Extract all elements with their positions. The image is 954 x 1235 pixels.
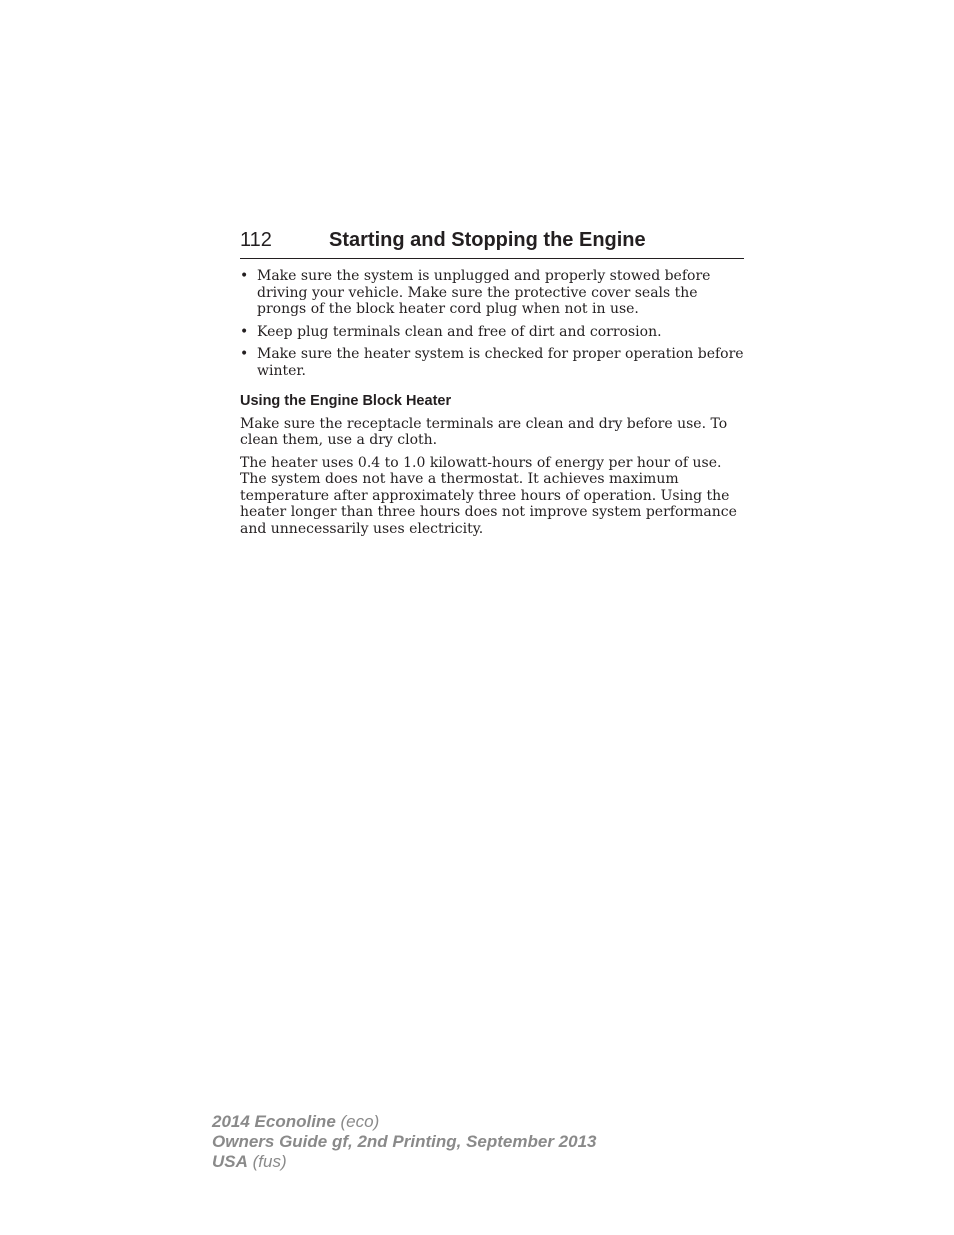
section-heading: Using the Engine Block Heater (240, 393, 452, 409)
bullet-list (240, 268, 746, 379)
paragraph: The heater uses 0.4 to 1.0 kilowatt-hours of energy per hour of use. The system does not have a thermostat. It achieves maximum temperature after approximately three hours of operation. Using the heater longer than three hours does not improve system performance and unnecessarily uses electricity. (240, 454, 737, 537)
footer-model-code: (eco) (335, 1112, 380, 1131)
page-content (240, 268, 746, 543)
bullet-icon: • (240, 268, 249, 284)
list-item-text: Make sure the system is unplugged and properly stowed before driving your vehicle. Make sure the protective cover seals the prongs of the block heater cord plug when not in use. (257, 268, 711, 317)
list-item (240, 346, 746, 379)
list-item-text: Keep plug terminals clean and free of dirt and corrosion. (257, 323, 662, 340)
footer-region-name: USA (212, 1152, 248, 1171)
list-item (240, 268, 746, 318)
footer-model-name: 2014 Econoline (212, 1112, 336, 1131)
page-footer (212, 1112, 596, 1172)
footer-region-code: (fus) (247, 1152, 287, 1171)
page-title: Starting and Stopping the Engine (329, 229, 646, 251)
footer-line-region (212, 1152, 596, 1172)
list-item (240, 324, 746, 341)
footer-line-model (212, 1112, 596, 1132)
page-number: 112 (240, 229, 272, 251)
bullet-icon: • (240, 346, 249, 362)
paragraph: Make sure the receptacle terminals are clean and dry before use. To clean them, use a dry cloth. (240, 415, 728, 448)
page-header (240, 228, 744, 259)
bullet-icon: • (240, 323, 249, 340)
list-item-text: Make sure the heater system is checked for proper operation before winter. (257, 346, 744, 379)
footer-line-guide: Owners Guide gf, 2nd Printing, September 2013 (212, 1132, 597, 1151)
